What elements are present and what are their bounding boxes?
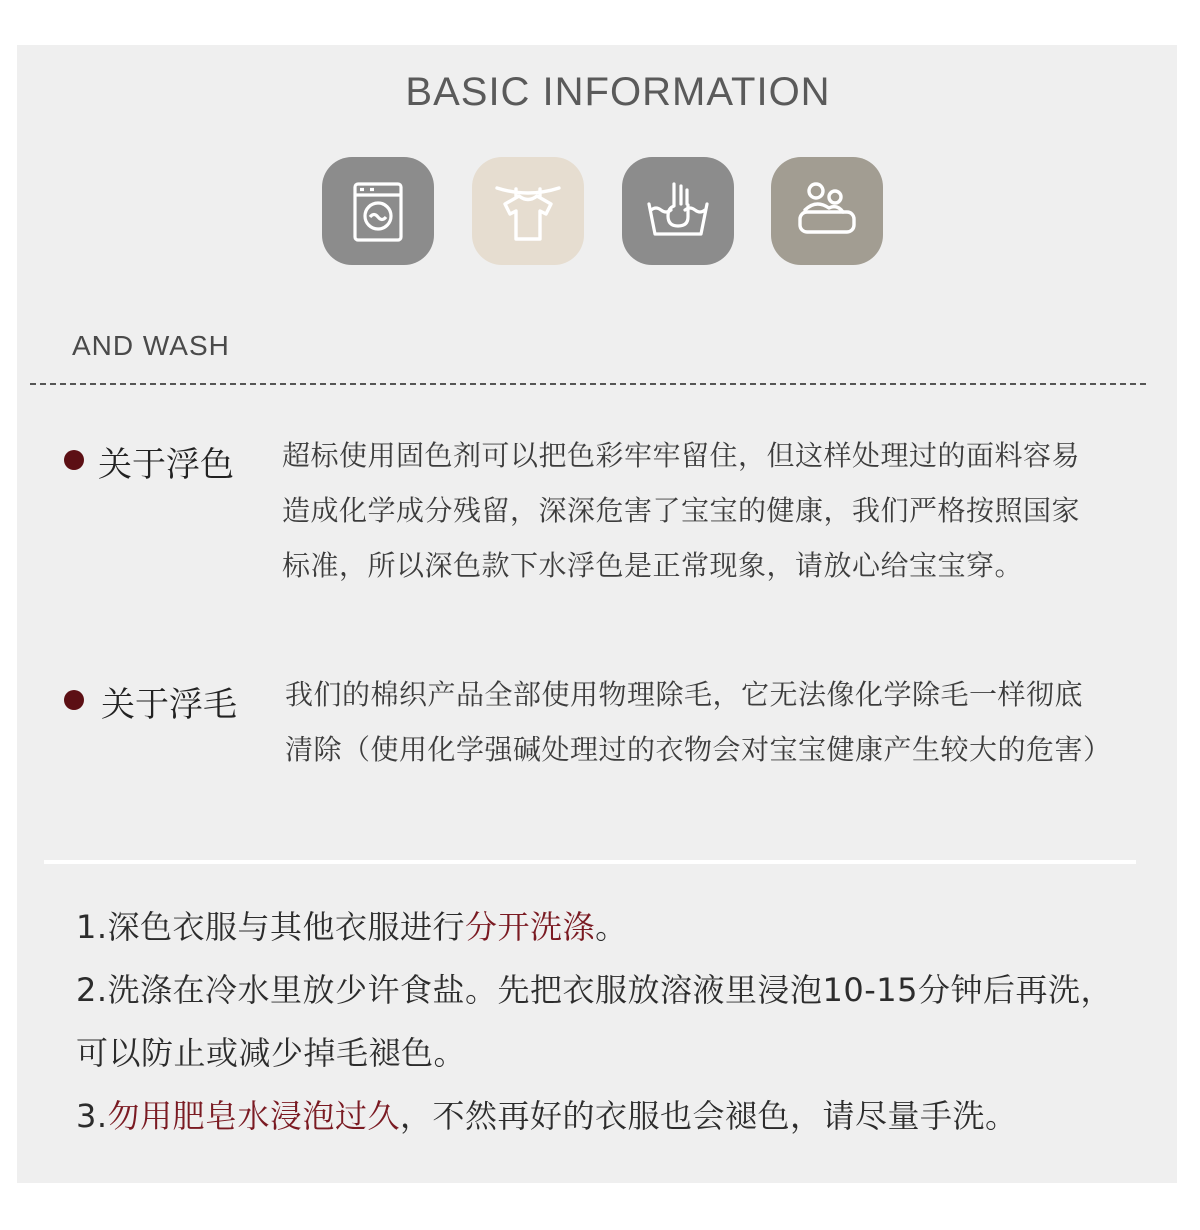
white-divider <box>44 860 1136 864</box>
section-label: 关于浮色 <box>98 445 234 485</box>
page-title: BASIC INFORMATION <box>405 70 831 114</box>
section-text: 超标使用固色剂可以把色彩牢牢留住，但这样处理过的面料容易造成化学成分残留，深深危害了宝宝的健康，我们严格按照国家标准，所以深色款下水浮色是正常现象，请放心给宝宝穿。 <box>282 439 1081 582</box>
section-subtitle: AND WASH <box>72 330 230 361</box>
washing-tips <box>76 896 1136 1148</box>
tip-highlight: 勿用肥皂水浸泡过久 <box>107 1097 401 1135</box>
tip-3 <box>76 1085 1136 1148</box>
tip-1 <box>76 896 1136 959</box>
dashed-divider <box>30 383 1146 385</box>
baby-bath-icon <box>771 157 883 265</box>
washing-machine-icon <box>322 157 434 265</box>
section-text: 我们的棉织产品全部使用物理除毛，它无法像化学除毛一样彻底清除（使用化学强碱处理过的衣物会对宝宝健康产生较大的危害） <box>285 678 1112 766</box>
bullet-dot <box>64 450 84 470</box>
bullet-dot <box>64 690 84 710</box>
section-label: 关于浮毛 <box>101 685 237 725</box>
tip-2: 2.洗涤在冷水里放少许食盐。先把衣服放溶液里浸泡10-15分钟后再洗，可以防止或减少掉毛褪色。 <box>76 971 1114 1072</box>
tip-text: 3. <box>76 1097 108 1135</box>
tip-text: ，不然再好的衣服也会褪色，请尽量手洗。 <box>400 1097 1018 1135</box>
tip-text: 。 <box>595 908 628 946</box>
shirt-hanging-icon <box>472 157 584 265</box>
tip-highlight: 分开洗涤 <box>465 908 596 946</box>
tip-text: 1.深色衣服与其他衣服进行 <box>76 908 466 946</box>
care-icons-row <box>0 157 1200 267</box>
hand-wash-icon <box>622 157 734 265</box>
